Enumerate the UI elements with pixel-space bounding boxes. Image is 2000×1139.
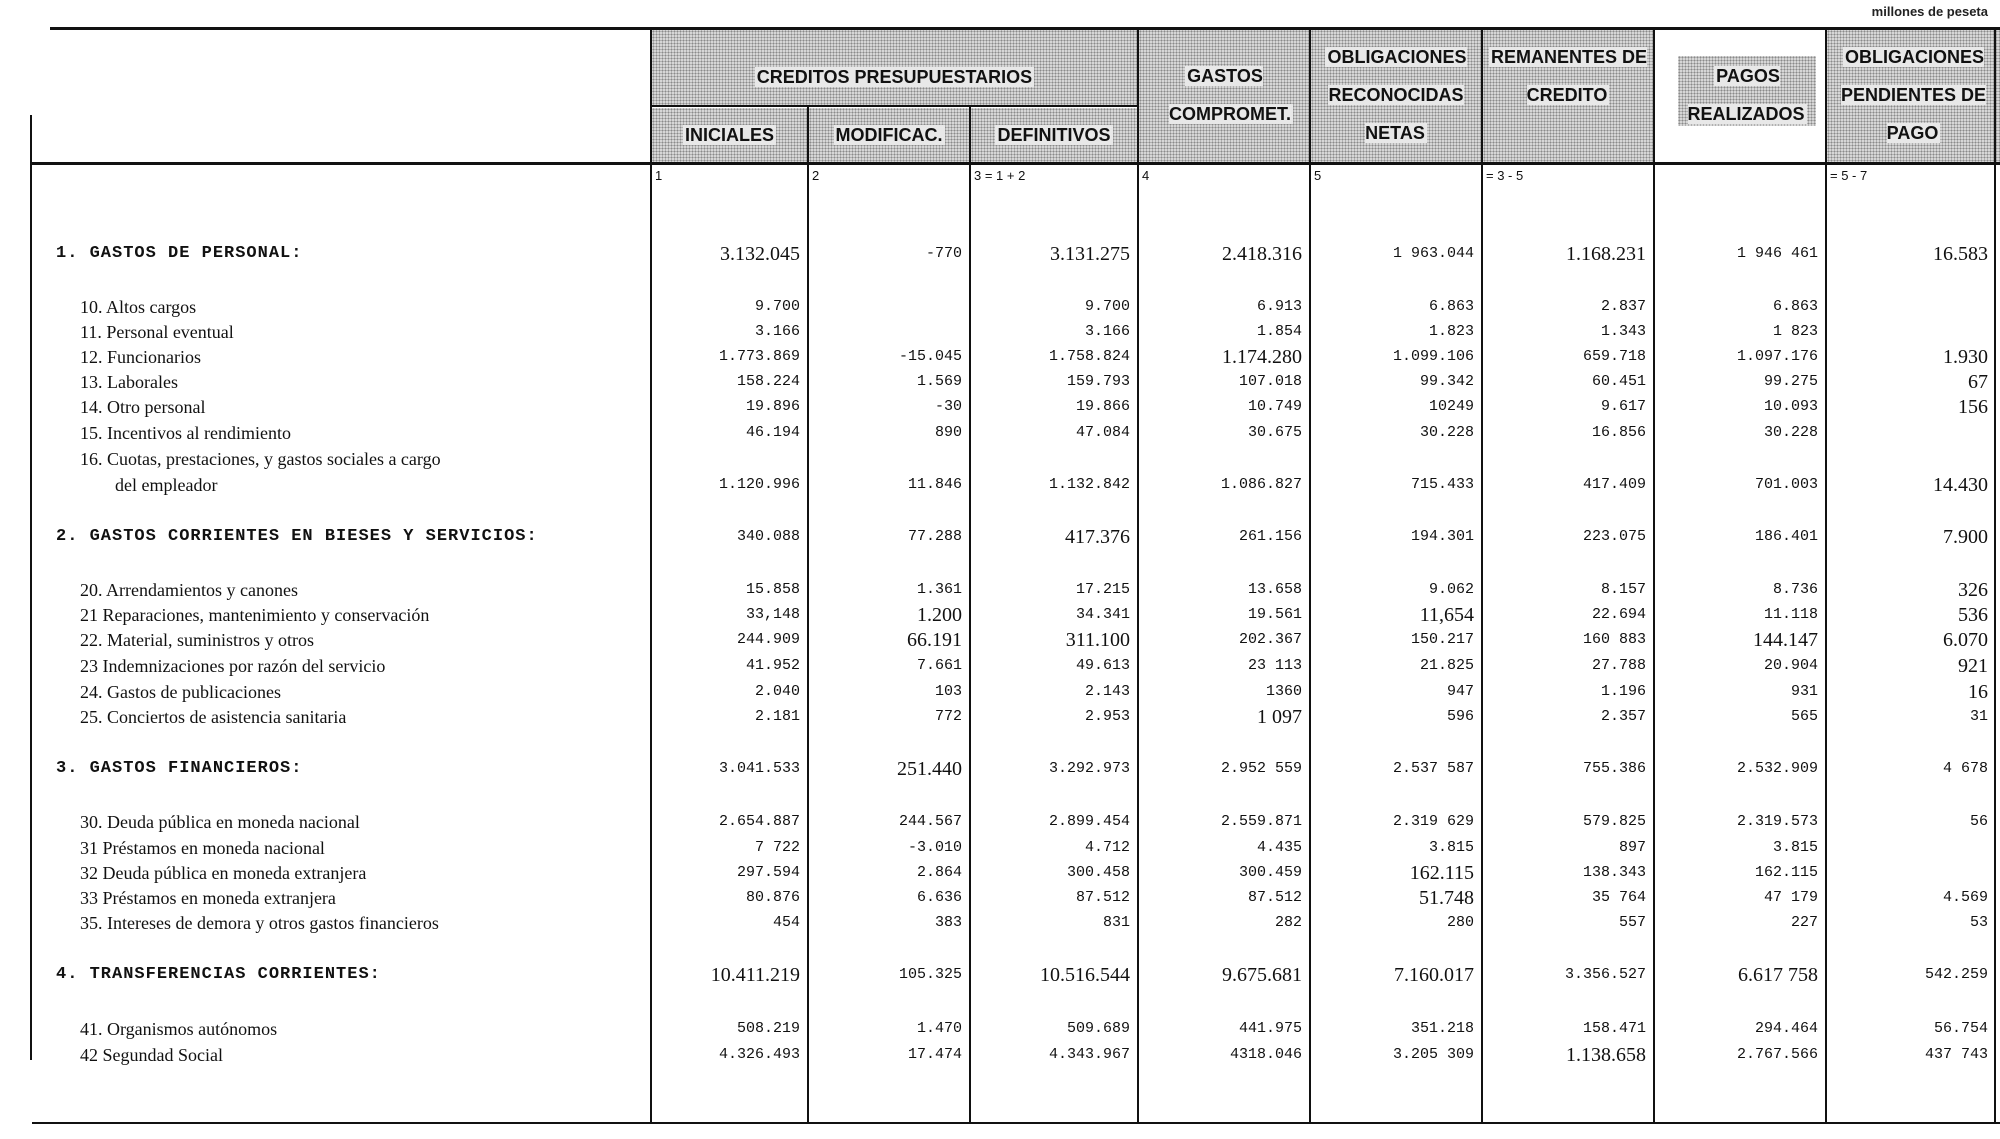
cell-col-8: 6.070 (1943, 629, 1988, 651)
cell-col-5: 3.815 (1428, 839, 1474, 856)
formula-col-6: = 3 - 5 (1486, 168, 1524, 183)
cell-col-6: 22.694 (1591, 606, 1646, 623)
cell-col-2: 6.636 (916, 889, 962, 906)
header-gastos: GASTOS COMPROMET. (1169, 66, 1292, 124)
cell-col-7: 1 823 (1772, 323, 1818, 340)
table-row (0, 395, 2000, 419)
cell-col-6: 659.718 (1582, 348, 1646, 365)
cell-col-6: 138.343 (1582, 864, 1646, 881)
cell-col-2: 103 (934, 683, 962, 700)
cell-col-5: 11,654 (1419, 604, 1474, 626)
row-label: 23 Indemnizaciones por razón del servicio (80, 656, 386, 676)
cell-col-3: 47.084 (1075, 424, 1130, 441)
formula-col-1: 1 (655, 168, 663, 183)
cell-col-1: 340.088 (736, 528, 800, 545)
cell-col-6: 579.825 (1582, 813, 1646, 830)
header-creditos: CREDITOS PRESUPUESTARIOS (756, 67, 1033, 87)
cell-col-4: 261.156 (1238, 528, 1302, 545)
row-label: 13. Laborales (80, 372, 178, 392)
formula-col-8: = 5 - 7 (1830, 168, 1868, 183)
cell-col-8: 56 (1969, 813, 1988, 830)
cell-col-2: 244.567 (898, 813, 962, 830)
cell-col-6: 1.343 (1600, 323, 1646, 340)
cell-col-3: 2.143 (1084, 683, 1130, 700)
cell-col-2: -770 (925, 245, 962, 262)
row-label: 2. GASTOS CORRIENTES EN BIESES Y SERVICIOS: (56, 527, 538, 546)
cell-col-8: 1.930 (1943, 346, 1988, 368)
table-row (0, 654, 2000, 678)
cell-col-5: 7.160.017 (1394, 964, 1474, 986)
row-label: 21 Reparaciones, mantenimiento y conservación (80, 605, 430, 625)
cell-col-1: 297.594 (736, 864, 800, 881)
cell-col-4: 1.174.280 (1222, 346, 1302, 368)
cell-col-6: 1.138.658 (1566, 1044, 1646, 1066)
col-divider (1994, 27, 1996, 1122)
cell-col-8: 31 (1969, 708, 1988, 725)
cell-col-3: 87.512 (1075, 889, 1130, 906)
formula-col-2: 2 (812, 168, 820, 183)
cell-col-7: 99.275 (1763, 373, 1818, 390)
cell-col-5: 3.205 309 (1392, 1046, 1474, 1063)
header-pendientes: OBLIGACIONES PENDIENTES DE PAGO (1840, 47, 1987, 143)
header-iniciales: INICIALES (684, 125, 774, 145)
section-row (0, 525, 2000, 549)
table-row (0, 911, 2000, 935)
cell-col-5: 1.823 (1428, 323, 1474, 340)
cell-col-8: 14.430 (1933, 474, 1988, 496)
cell-col-2: 2.864 (916, 864, 962, 881)
cell-col-1: 2.654.887 (718, 813, 800, 830)
cell-col-8: 16 (1968, 681, 1988, 703)
row-label: 20. Arrendamientos y canones (80, 580, 298, 600)
cell-col-6: 16.856 (1591, 424, 1646, 441)
cell-col-1: 15.858 (745, 581, 800, 598)
table-row (0, 370, 2000, 394)
cell-col-1: 1.773.869 (718, 348, 800, 365)
cell-col-1: 46.194 (745, 424, 800, 441)
cell-col-7: 186.401 (1754, 528, 1818, 545)
cell-col-3: 17.215 (1075, 581, 1130, 598)
cell-col-3: 300.458 (1066, 864, 1130, 881)
cell-col-3: 831 (1102, 914, 1130, 931)
row-label: 10. Altos cargos (80, 297, 197, 317)
table-row (0, 447, 2000, 471)
cell-col-6: 1.168.231 (1566, 243, 1646, 265)
cell-col-7: 1.097.176 (1736, 348, 1818, 365)
bottom-rule (32, 1122, 2000, 1124)
cell-col-8: 156 (1958, 396, 1988, 418)
header-rule (32, 162, 2000, 165)
table-row (0, 320, 2000, 344)
cell-col-6: 755.386 (1582, 760, 1646, 777)
cell-col-8: 16.583 (1933, 243, 1988, 265)
cell-col-7: 30.228 (1763, 424, 1818, 441)
cell-col-8: 67 (1968, 371, 1988, 393)
cell-col-7: 2.319.573 (1736, 813, 1818, 830)
cell-col-6: 35 764 (1591, 889, 1646, 906)
cell-col-2: 1.470 (916, 1020, 962, 1037)
unit-label: millones de peseta (1871, 4, 1988, 19)
row-label: 16. Cuotas, prestaciones, y gastos sociales a cargo (80, 449, 441, 469)
cell-col-5: 51.748 (1419, 887, 1474, 909)
cell-col-4: 2.418.316 (1222, 243, 1302, 265)
cell-col-6: 897 (1618, 839, 1646, 856)
cell-col-8: 4.569 (1942, 889, 1988, 906)
table-row (0, 295, 2000, 319)
cell-col-5: 280 (1446, 914, 1474, 931)
cell-col-7: 931 (1790, 683, 1818, 700)
cell-col-5: 2.319 629 (1392, 813, 1474, 830)
cell-col-3: 1.758.824 (1048, 348, 1130, 365)
cell-col-6: 8.157 (1600, 581, 1646, 598)
cell-col-4: 10.749 (1247, 398, 1302, 415)
col-divider (1481, 27, 1483, 1122)
cell-col-1: 9.700 (754, 298, 800, 315)
row-label: 14. Otro personal (80, 397, 206, 417)
table-row (0, 705, 2000, 729)
cell-col-5: 596 (1446, 708, 1474, 725)
cell-col-8: 7.900 (1943, 526, 1988, 548)
cell-col-7: 20.904 (1763, 657, 1818, 674)
row-label: 31 Préstamos en moneda nacional (80, 838, 325, 858)
cell-col-4: 202.367 (1238, 631, 1302, 648)
cell-col-4: 4318.046 (1229, 1046, 1302, 1063)
cell-col-2: 17.474 (907, 1046, 962, 1063)
cell-col-7: 565 (1790, 708, 1818, 725)
cell-col-3: 4.712 (1084, 839, 1130, 856)
table-row (0, 421, 2000, 445)
cell-col-6: 158.471 (1582, 1020, 1646, 1037)
cell-col-1: 3.132.045 (720, 243, 800, 265)
table-row (0, 836, 2000, 860)
row-label: 22. Material, suministros y otros (80, 630, 314, 650)
cell-col-2: -30 (934, 398, 962, 415)
cell-col-2: 7.661 (916, 657, 962, 674)
cell-col-3: 9.700 (1084, 298, 1130, 315)
header-pagos: PAGOS REALIZADOS (1687, 66, 1805, 124)
cell-col-6: 2.837 (1600, 298, 1646, 315)
cell-col-4: 1.086.827 (1220, 476, 1302, 493)
table-row (0, 345, 2000, 369)
cell-col-7: 47 179 (1763, 889, 1818, 906)
cell-col-2: -3.010 (907, 839, 962, 856)
table-row (0, 810, 2000, 834)
cell-col-4: 282 (1274, 914, 1302, 931)
cell-col-2: 251.440 (897, 758, 962, 780)
cell-col-7: 1 946 461 (1736, 245, 1818, 262)
cell-col-1: 4.326.493 (718, 1046, 800, 1063)
cell-col-4: 30.675 (1247, 424, 1302, 441)
cell-col-1: 158.224 (736, 373, 800, 390)
cell-col-6: 60.451 (1591, 373, 1646, 390)
cell-col-5: 194.301 (1410, 528, 1474, 545)
cell-col-1: 80.876 (745, 889, 800, 906)
cell-col-2: 890 (934, 424, 962, 441)
cell-col-2: 1.200 (917, 604, 962, 626)
cell-col-7: 162.115 (1754, 864, 1818, 881)
cell-col-7: 8.736 (1772, 581, 1818, 598)
cell-col-2: 105.325 (898, 966, 962, 983)
cell-col-2: 77.288 (907, 528, 962, 545)
cell-col-8: 4 678 (1942, 760, 1988, 777)
cell-col-8: 542.259 (1924, 966, 1988, 983)
row-label: 1. GASTOS DE PERSONAL: (56, 244, 303, 263)
cell-col-3: 34.341 (1075, 606, 1130, 623)
cell-col-3: 4.343.967 (1048, 1046, 1130, 1063)
cell-col-1: 41.952 (745, 657, 800, 674)
row-label: 33 Préstamos en moneda extranjera (80, 888, 336, 908)
cell-col-4: 13.658 (1247, 581, 1302, 598)
col-divider (650, 27, 652, 1122)
cell-col-8: 53 (1969, 914, 1988, 931)
row-label: 24. Gastos de publicaciones (80, 682, 281, 702)
formula-col-3: 3 = 1 + 2 (974, 168, 1026, 183)
header-modificac: MODIFICAC. (835, 125, 943, 145)
cell-col-1: 3.041.533 (718, 760, 800, 777)
cell-col-3: 2.899.454 (1048, 813, 1130, 830)
cell-col-3: 509.689 (1066, 1020, 1130, 1037)
cell-col-4: 19.561 (1247, 606, 1302, 623)
cell-col-6: 557 (1618, 914, 1646, 931)
cell-col-6: 9.617 (1600, 398, 1646, 415)
cell-col-5: 150.217 (1410, 631, 1474, 648)
table-row (0, 603, 2000, 627)
row-label: 11. Personal eventual (80, 322, 234, 342)
cell-col-7: 3.815 (1772, 839, 1818, 856)
cell-col-3: 311.100 (1065, 629, 1130, 651)
header-remanentes: REMANENTES DE CREDITO (1490, 47, 1647, 105)
cell-col-7: 6.617 758 (1738, 964, 1818, 986)
header-definitivos: DEFINITIVOS (997, 125, 1111, 145)
cell-col-7: 6.863 (1772, 298, 1818, 315)
cell-col-8: 56.754 (1933, 1020, 1988, 1037)
cell-col-5: 21.825 (1419, 657, 1474, 674)
cell-col-4: 1 097 (1257, 706, 1302, 728)
section-row (0, 757, 2000, 781)
cell-col-1: 3.166 (754, 323, 800, 340)
cell-col-7: 2.532.909 (1736, 760, 1818, 777)
cell-col-1: 244.909 (736, 631, 800, 648)
cell-col-6: 3.356.527 (1564, 966, 1646, 983)
cell-col-5: 30.228 (1419, 424, 1474, 441)
cell-col-4: 9.675.681 (1222, 964, 1302, 986)
cell-col-5: 715.433 (1410, 476, 1474, 493)
formula-col-5: 5 (1314, 168, 1322, 183)
cell-col-6: 417.409 (1582, 476, 1646, 493)
cell-col-6: 2.357 (1600, 708, 1646, 725)
cell-col-5: 351.218 (1410, 1020, 1474, 1037)
table-row (0, 861, 2000, 885)
row-label: del empleador (115, 475, 218, 495)
row-label: 25. Conciertos de asistencia sanitaria (80, 707, 347, 727)
table-row (0, 886, 2000, 910)
cell-col-4: 6.913 (1256, 298, 1302, 315)
cell-col-5: 162.115 (1409, 862, 1474, 884)
cell-col-8: 536 (1958, 604, 1988, 626)
header-sub-rule (652, 105, 1137, 107)
cell-col-1: 508.219 (736, 1020, 800, 1037)
cell-col-1: 454 (772, 914, 800, 931)
table-row (0, 628, 2000, 652)
cell-col-4: 2.559.871 (1220, 813, 1302, 830)
row-label: 32 Deuda pública en moneda extranjera (80, 863, 367, 883)
cell-col-2: -15.045 (898, 348, 962, 365)
cell-col-5: 10249 (1428, 398, 1474, 415)
cell-col-7: 227 (1790, 914, 1818, 931)
cell-col-3: 2.953 (1084, 708, 1130, 725)
cell-col-1: 7 722 (754, 839, 800, 856)
cell-col-2: 11.846 (907, 476, 962, 493)
table-row (0, 680, 2000, 704)
section-row (0, 242, 2000, 266)
cell-col-1: 1.120.996 (718, 476, 800, 493)
cell-col-5: 1.099.106 (1392, 348, 1474, 365)
cell-col-4: 107.018 (1238, 373, 1302, 390)
cell-col-4: 441.975 (1238, 1020, 1302, 1037)
cell-col-3: 49.613 (1075, 657, 1130, 674)
cell-col-7: 11.118 (1763, 606, 1818, 623)
table-row (0, 1017, 2000, 1041)
cell-col-3: 3.292.973 (1048, 760, 1130, 777)
cell-col-7: 144.147 (1753, 629, 1818, 651)
row-label: 42 Segundad Social (80, 1045, 223, 1065)
row-label: 12. Funcionarios (80, 347, 201, 367)
cell-col-3: 19.866 (1075, 398, 1130, 415)
cell-col-6: 160 883 (1582, 631, 1646, 648)
cell-col-3: 3.166 (1084, 323, 1130, 340)
row-label: 35. Intereses de demora y otros gastos financieros (80, 913, 439, 933)
cell-col-8: 326 (1958, 579, 1988, 601)
cell-col-3: 10.516.544 (1040, 964, 1130, 986)
row-label: 3. GASTOS FINANCIEROS: (56, 759, 303, 778)
cell-col-1: 2.181 (754, 708, 800, 725)
cell-col-4: 300.459 (1238, 864, 1302, 881)
section-row (0, 963, 2000, 987)
cell-col-1: 33,148 (745, 606, 800, 623)
cell-col-4: 1360 (1265, 683, 1302, 700)
col-divider (1653, 27, 1655, 1122)
row-label: 41. Organismos autónomos (80, 1019, 278, 1039)
cell-col-4: 87.512 (1247, 889, 1302, 906)
cell-col-4: 1.854 (1256, 323, 1302, 340)
cell-col-5: 1 963.044 (1392, 245, 1474, 262)
cell-col-1: 2.040 (754, 683, 800, 700)
table-row (0, 1043, 2000, 1067)
cell-col-4: 4.435 (1256, 839, 1302, 856)
cell-col-5: 6.863 (1428, 298, 1474, 315)
cell-col-1: 10.411.219 (710, 964, 800, 986)
cell-col-5: 9.062 (1428, 581, 1474, 598)
cell-col-7: 701.003 (1754, 476, 1818, 493)
col-divider (1137, 27, 1139, 1122)
cell-col-2: 383 (934, 914, 962, 931)
formula-col-4: 4 (1142, 168, 1150, 183)
table-row (0, 473, 2000, 497)
cell-col-3: 1.132.842 (1048, 476, 1130, 493)
table-row (0, 578, 2000, 602)
cell-col-3: 3.131.275 (1050, 243, 1130, 265)
cell-col-5: 947 (1446, 683, 1474, 700)
cell-col-6: 1.196 (1600, 683, 1646, 700)
cell-col-2: 1.361 (916, 581, 962, 598)
cell-col-2: 772 (934, 708, 962, 725)
cell-col-5: 99.342 (1419, 373, 1474, 390)
header-obligaciones: OBLIGACIONES RECONOCIDAS NETAS (1327, 47, 1467, 143)
row-label: 15. Incentivos al rendimiento (80, 423, 291, 443)
cell-col-2: 66.191 (907, 629, 962, 651)
cell-col-4: 23 113 (1247, 657, 1302, 674)
cell-col-4: 2.952 559 (1220, 760, 1302, 777)
cell-col-8: 921 (1958, 655, 1988, 677)
cell-col-3: 159.793 (1066, 373, 1130, 390)
cell-col-6: 223.075 (1582, 528, 1646, 545)
cell-col-7: 10.093 (1763, 398, 1818, 415)
row-label: 4. TRANSFERENCIAS CORRIENTES: (56, 965, 381, 984)
cell-col-6: 27.788 (1591, 657, 1646, 674)
cell-col-3: 417.376 (1065, 526, 1130, 548)
cell-col-7: 2.767.566 (1736, 1046, 1818, 1063)
col-divider (1825, 27, 1827, 1122)
col-divider (1309, 27, 1311, 1122)
cell-col-5: 2.537 587 (1392, 760, 1474, 777)
row-label: 30. Deuda pública en moneda nacional (80, 812, 360, 832)
cell-col-1: 19.896 (745, 398, 800, 415)
cell-col-2: 1.569 (916, 373, 962, 390)
cell-col-7: 294.464 (1754, 1020, 1818, 1037)
cell-col-8: 437 743 (1924, 1046, 1988, 1063)
